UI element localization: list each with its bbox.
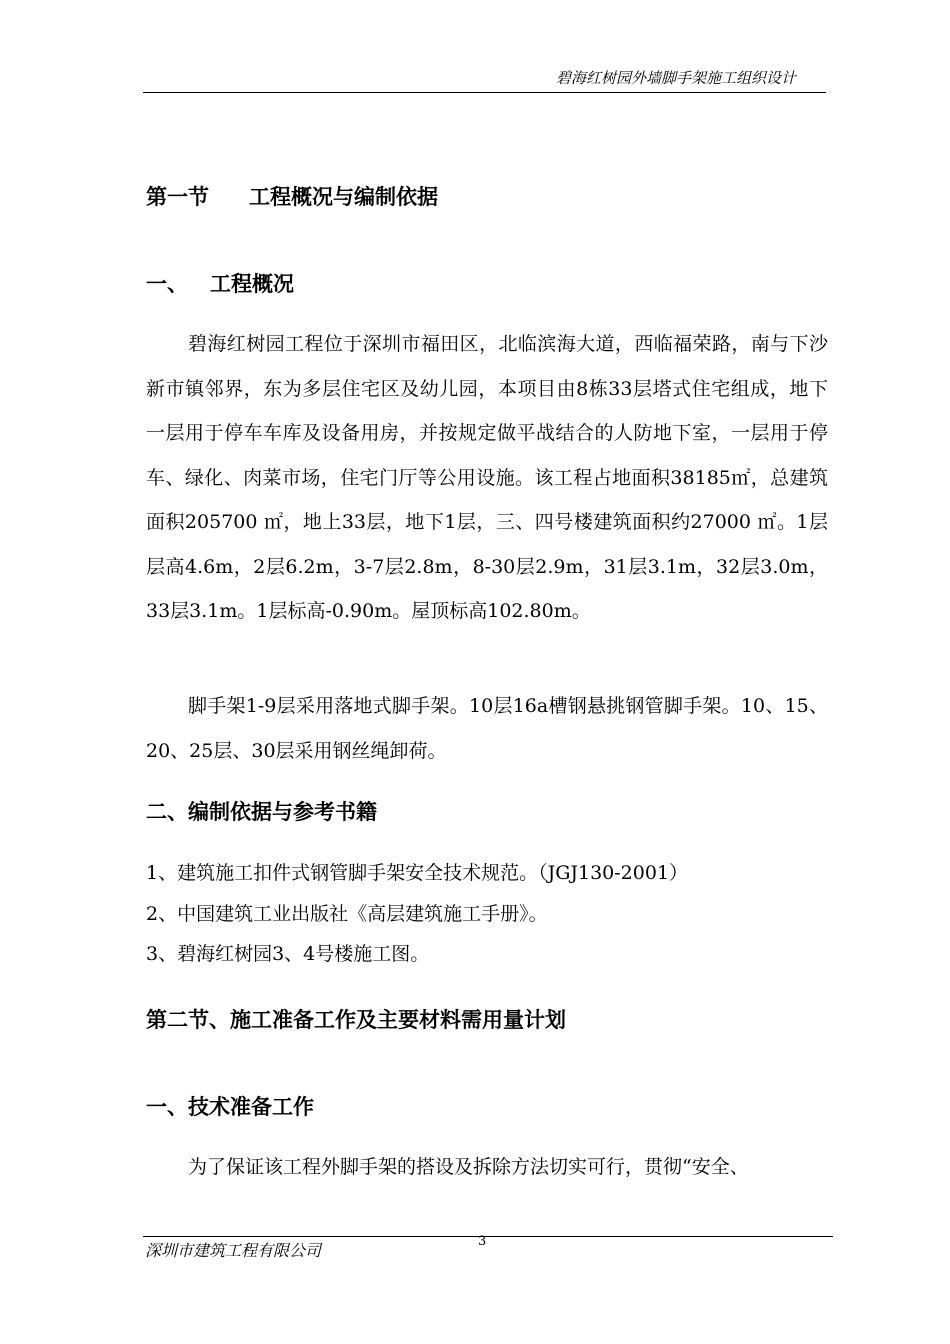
section1-sub1-num: 一、 — [146, 272, 188, 296]
page-number: 3 — [478, 1234, 487, 1249]
section1-sub2-heading: 二、编制依据与参考书籍 — [146, 800, 377, 824]
section1-sub1-heading — [146, 270, 294, 298]
section1-sub1-title: 工程概况 — [210, 272, 294, 296]
footer-company: 深圳市建筑工程有限公司 — [145, 1241, 322, 1260]
section2-sub1-heading: 一、技术准备工作 — [146, 1095, 314, 1119]
reference-item-3: 3、碧海红树园3、4号楼施工图。 — [146, 943, 430, 965]
page-header — [143, 68, 826, 93]
section1-title: 工程概况与编制依据 — [249, 185, 438, 209]
scaffold-paragraph: 脚手架1-9层采用落地式脚手架。10层16a槽钢悬挑钢管脚手架。10、15、20、25层、30层采用钢丝绳卸荷。 — [146, 695, 828, 762]
tech-prep-paragraph: 为了保证该工程外脚手架的搭设及拆除方法切实可行，贯彻“安全、 — [188, 1156, 749, 1178]
section2-heading: 第二节、施工准备工作及主要材料需用量计划 — [146, 1008, 566, 1032]
reference-item-2: 2、中国建筑工业出版社《高层建筑施工手册》。 — [146, 903, 548, 925]
overview-paragraph: 碧海红树园工程位于深圳市福田区，北临滨海大道，西临福荣路，南与下沙新市镇邻界，东为多层住宅区及幼儿园，本项目由8栋33层塔式住宅组成，地下一层用于停车车库及设备用房，并按规定做平战结合的人防地下室，一层用于停车、绿化、肉菜市场，住宅门厅等公用设施。该工程占地面积38185㎡，总建筑面积205700 ㎡，地上33层，地下1层，三、四号楼建筑面积约27000 ㎡。1层层高4.6m，2层6.2m，3-7层2.8m，8-30层2.9m，31层3.1m，32层3.0m，33层3.1m。1层标高-0.90m。屋顶标高102.80m。 — [146, 333, 828, 622]
section1-label: 第一节 — [146, 185, 209, 209]
page-footer — [143, 1236, 833, 1267]
header-title: 碧海红树园外墙脚手架施工组织设计 — [555, 69, 796, 87]
reference-item-1: 1、建筑施工扣件式钢管脚手架安全技术规范。（JGJ130-2001） — [146, 862, 689, 884]
section1-heading — [146, 183, 438, 211]
